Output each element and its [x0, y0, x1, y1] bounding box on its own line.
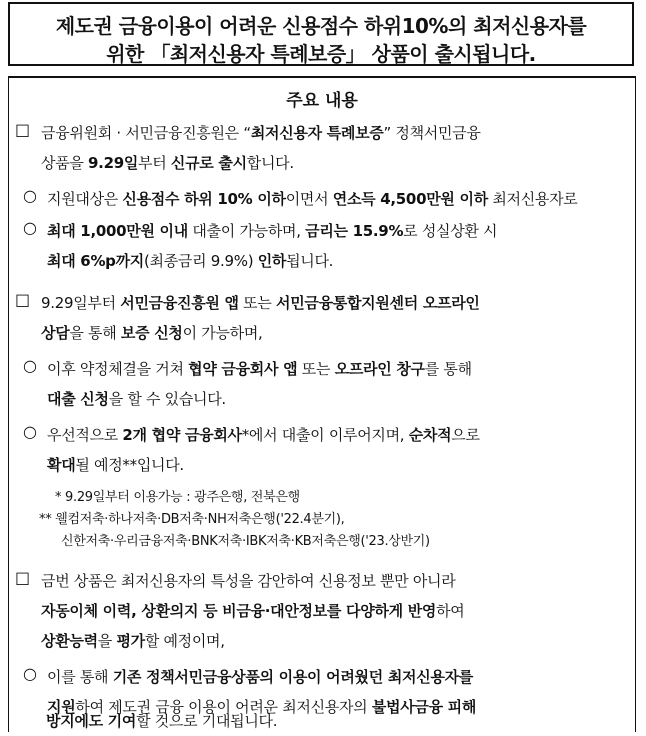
- emphasis: 신용점수 하위 10% 이하: [122, 190, 286, 208]
- square-bullet: □: [15, 290, 31, 309]
- text: 9.29일부터: [41, 294, 121, 312]
- main-content-box: [8, 76, 636, 732]
- paragraph-2-sub-1-line-2: [47, 388, 226, 409]
- paragraph-3-sub-1-line-1: [47, 666, 473, 687]
- emphasis: 대출 신청: [47, 390, 109, 408]
- emphasis: 서민금융진흥원 앱: [120, 294, 239, 312]
- emphasis: 자동이체 이력, 상환의지 등 비금융·대안정보를 다양하게 반영: [41, 602, 437, 620]
- text: ” 정책서민금융: [383, 124, 481, 142]
- footnote-2-line-1: ** 웰컴저축·하나저축·DB저축·NH저축은행('22.4분기),: [39, 512, 345, 527]
- text: 합니다.: [246, 154, 294, 172]
- emphasis: 연소득 4,500만원 이하: [332, 190, 488, 208]
- text: 또는: [238, 294, 277, 312]
- text: 하여 제도권 금융 이용이 어려운 최저신용자의: [75, 698, 372, 716]
- text: 할 예정이며,: [144, 632, 225, 650]
- paragraph-3-sub-1-line-3: [46, 710, 277, 731]
- square-bullet: □: [15, 568, 31, 587]
- emphasis: 오프라인 창구: [334, 360, 425, 378]
- emphasis: 인하: [257, 252, 287, 270]
- text: 으로: [451, 426, 480, 444]
- text: 이 가능하며,: [182, 324, 263, 342]
- text: 이면서: [285, 190, 333, 208]
- text: 대출이 가능하며,: [187, 222, 306, 240]
- circle-bullet: ○: [23, 422, 37, 441]
- section-title: 주요 내용: [286, 91, 358, 111]
- text: 을 통해: [69, 324, 121, 342]
- text: 지원대상은: [47, 190, 123, 208]
- circle-bullet: ○: [23, 186, 37, 205]
- headline-line-1: 제도권 금융이용이 어려운 신용점수 하위10%의 최저신용자를: [55, 14, 587, 38]
- text: (최종금리 9.9%): [144, 252, 258, 270]
- text: 부터: [138, 154, 171, 172]
- emphasis: 상환능력: [41, 632, 98, 650]
- footnote-1: * 9.29일부터 이용가능 : 광주은행, 전북은행: [55, 490, 300, 505]
- headline-line-2: 위한 「최저신용자 특례보증」 상품이 출시됩니다.: [106, 42, 536, 66]
- paragraph-1-sub-2-line-2: [47, 250, 333, 271]
- circle-bullet: ○: [23, 356, 37, 375]
- paragraph-2-line-1: [41, 292, 480, 313]
- emphasis: 서민금융통합지원센터 오프라인: [276, 294, 480, 312]
- text: 또는: [297, 360, 335, 378]
- emphasis: 보증 신청: [120, 324, 183, 342]
- paragraph-2-sub-2-line-1: [47, 424, 480, 445]
- paragraph-1-line-1: [41, 122, 481, 143]
- paragraph-2-sub-2-line-2: [47, 454, 184, 475]
- emphasis: 금리는 15.9%: [305, 222, 404, 240]
- paragraph-1-line-2: [41, 152, 294, 173]
- emphasis: 협약 금융회사 앱: [188, 360, 298, 378]
- text: 할 것으로 기대됩니다.: [136, 712, 278, 730]
- text: 우선적으로: [47, 426, 123, 444]
- text: 로 성실상환 시: [403, 222, 498, 240]
- text: 됩니다.: [286, 252, 334, 270]
- text: 최저신용자로: [487, 190, 578, 208]
- text: 하여: [436, 602, 465, 620]
- footnote-2-line-2: 신한저축·우리금융저축·BNK저축·IBK저축·KB저축은행('23.상반기): [61, 534, 430, 549]
- emphasis: 확대: [47, 456, 76, 474]
- text: 을 할 수 있습니다.: [108, 390, 226, 408]
- emphasis: 방지에도 기여: [46, 712, 137, 730]
- paragraph-3-line-3: [41, 630, 225, 651]
- paragraph-2-line-2: [41, 322, 262, 343]
- square-bullet: □: [15, 120, 31, 139]
- circle-bullet: ○: [23, 664, 37, 683]
- text: 상품을: [41, 154, 89, 172]
- product-name: 최저신용자 특례보증: [250, 124, 384, 142]
- circle-bullet: ○: [23, 218, 37, 237]
- emphasis: 2개 협약 금융회사: [122, 426, 242, 444]
- headline-box: [8, 2, 634, 66]
- emphasis: 불법사금융 피해: [371, 698, 477, 716]
- text: 을: [97, 632, 117, 650]
- paragraph-3-line-2: [41, 600, 464, 621]
- text: *에서 대출이 이루어지며,: [241, 426, 409, 444]
- paragraph-2-sub-1-line-1: [47, 358, 472, 379]
- emphasis: 평가: [116, 632, 145, 650]
- launch-date: 9.29일: [88, 154, 139, 172]
- emphasis: 순차적: [408, 426, 452, 444]
- emphasis: 최대 6%p까지: [47, 252, 144, 270]
- text: 될 예정**입니다.: [75, 456, 184, 474]
- text: 이후 약정체결을 거쳐: [47, 360, 189, 378]
- paragraph-1-sub-2-line-1: [47, 220, 497, 241]
- emphasis: 기존 정책서민금융상품의 이용이 어려웠던 최저신용자를: [112, 668, 473, 686]
- emphasis: 최대 1,000만원 이내: [47, 222, 188, 240]
- emphasis: 지원: [47, 698, 76, 716]
- paragraph-1-sub-1: [47, 188, 578, 209]
- emphasis: 신규로 출시: [170, 154, 247, 172]
- paragraph-3-line-1: 금번 상품은 최저신용자의 특성을 감안하여 신용정보 뿐만 아니라: [41, 572, 456, 590]
- text: 이를 통해: [47, 668, 113, 686]
- text: 금융위원회 · 서민금융진흥원은 “: [41, 124, 251, 142]
- text: 를 통해: [424, 360, 472, 378]
- emphasis: 상담: [41, 324, 70, 342]
